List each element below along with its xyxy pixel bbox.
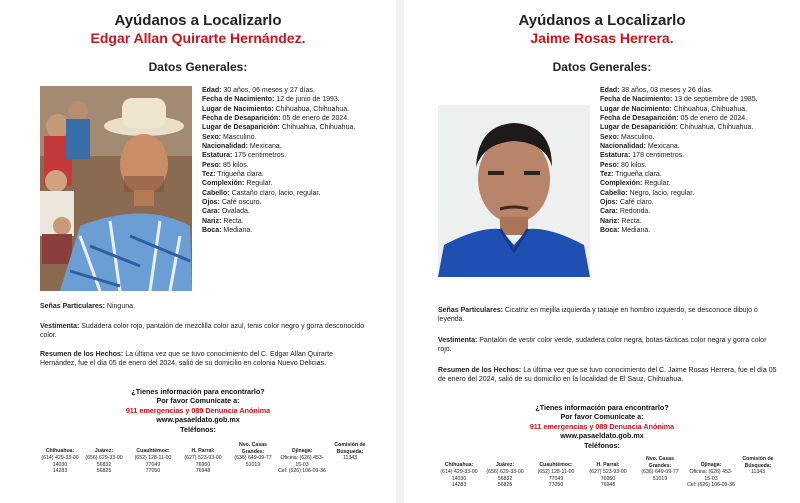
resumen-hechos: Resumen de los Hechos: La última vez que se tuvo conocimiento del C. Jaime Rosas Herrera, fue el día 05 de enero del 2024, salió de su domicilio en la localidad de El Sauz, Chihuahua.: [438, 367, 777, 383]
phones-col-chihuahua: Chihuahua: (614) 429-33-00 14030 14283: [41, 448, 79, 475]
field-lugar-desaparicion: Lugar de Desaparición: Chihuahua, Chihuahua.: [202, 124, 356, 132]
contact-block: [404, 403, 800, 450]
person-photo: [40, 86, 192, 291]
field-peso: Peso: 85 kilos.: [202, 161, 249, 169]
phones-col-comision: Comisión de Búsqueda: 11343: [334, 442, 366, 461]
field-estatura: Estatura: 178 centimetros.: [600, 152, 685, 160]
field-peso: Peso: 80 kilos.: [600, 161, 647, 169]
phones-col-juarez: Juárez: (656) 629-33-00 56832 56825: [486, 462, 524, 489]
phones-col-comision: Comisión de Búsqueda: 11343: [742, 456, 774, 475]
phones-col-casas-grandes: Nvo. Casas Grandes: (636) 649-09-77 51019: [234, 442, 272, 468]
phones-col-ojinaga: Ojinaga: Oficina: (626) 453- 15-03 Cel: (626) 106-09-36: [687, 462, 735, 489]
section-heading: Datos Generales:: [148, 60, 248, 74]
field-cara: Cara: Ovalada.: [202, 208, 250, 216]
field-cabello: Cabello: Negro, lacio, regular.: [600, 189, 695, 197]
phones-col-juarez: Juárez: (656) 629-33-00 56832 56825: [85, 448, 123, 475]
field-sexo: Sexo: Masculino.: [202, 133, 257, 141]
field-lugar-desaparicion: Lugar de Desaparición: Chihuahua, Chihuahua.: [600, 124, 754, 132]
field-fecha-desaparicion: Fecha de Desaparición: 05 de enero de 2024.: [202, 115, 350, 123]
contact-please: Por favor Comunícate a:: [156, 396, 240, 406]
field-edad: Edad: 38 años, 03 meses y 26 días.: [600, 87, 713, 94]
phones-col-parral: H. Parral: (627) 523-93-00 76950 76948: [589, 462, 627, 489]
senas-particulares: Señas Particulares: Cicatriz en mejilla izquierda y tatuaje en hombro izquierdo, se desconoce dibujo o leyenda.: [438, 307, 758, 323]
vestimenta: Vestimenta: Sudadera color rojo, pantalón de mezclilla color azul, tenis color negro y gorra desconocido color.: [40, 323, 365, 339]
contact-question: ¿Tienes información para encontrarlo?: [131, 387, 265, 396]
phones-col-cuauhtemoc: Cuauhtémoc: (652) 128-11-00 77049 77050: [537, 462, 575, 489]
poster-title: Ayúdanos a Localizarlo: [114, 12, 282, 29]
contact-block: [0, 387, 396, 434]
field-fecha-nacimiento: Fecha de Nacimiento: 13 de septiembre de 1985.: [600, 96, 758, 104]
person-photo: [438, 105, 590, 277]
field-nariz: Nariz: Recta.: [202, 217, 244, 225]
field-edad: Edad: 30 años, 06 meses y 27 días.: [202, 87, 315, 94]
emergency-numbers: 911 emergencias y 089 Denuncia Anónima: [529, 421, 675, 431]
field-complexion: Complexión: Regular.: [600, 180, 671, 188]
general-data-list: [202, 86, 392, 236]
person-name: Edgar Allan Quirarte Hernández.: [90, 30, 306, 46]
field-complexion: Complexión: Regular.: [202, 180, 273, 188]
contact-please: Por favor Comunícate a:: [560, 412, 644, 422]
field-lugar-nacimiento: Lugar de Nacimiento: Chihuahua, Chihuahua.: [600, 105, 748, 113]
phones-heading: Teléfonos:: [180, 424, 216, 434]
field-ojos: Ojos: Café claro.: [600, 199, 654, 207]
field-nariz: Nariz: Recta.: [600, 217, 642, 225]
field-nacionalidad: Nacionalidad: Mexicana.: [202, 143, 282, 151]
field-tez: Tez: Trigueña clara.: [600, 171, 662, 179]
field-sexo: Sexo: Masculino.: [600, 133, 655, 141]
phones-table: [438, 456, 778, 502]
field-lugar-nacimiento: Lugar de Nacimiento: Chihuahua, Chihuahua.: [202, 105, 350, 113]
field-boca: Boca: Mediana.: [202, 227, 253, 235]
website-link[interactable]: www.pasaeldato.gob.mx: [560, 431, 644, 441]
resumen-hechos: Resumen de los Hechos: La última vez que se tuvo conocimiento del C. Edgar Allan Quirarte Hernández, fue el día 05 de enero del 2024, salió de su domicilio en colonia Nuevo Delicias.: [40, 351, 333, 367]
field-nacionalidad: Nacionalidad: Mexicana.: [600, 143, 680, 151]
field-boca: Boca: Mediana.: [600, 227, 651, 235]
phones-col-chihuahua: Chihuahua: (614) 429-33-00 14030 14283: [440, 462, 478, 489]
phones-col-cuauhtemoc: Cuauhtémoc: (652) 128-11-00 77049 77050: [134, 448, 172, 475]
vestimenta: Vestimenta: Pantalón de vestir color verde, sudadera color negra, botas tácticas color negra y gorra color rojo.: [438, 337, 767, 353]
field-ojos: Ojos: Café oscuro.: [202, 199, 262, 207]
poster-title: Ayúdanos a Localizarlo: [518, 12, 686, 29]
section-heading: Datos Generales:: [552, 60, 652, 74]
missing-person-poster-right: [404, 0, 800, 503]
missing-person-poster-left: [0, 0, 396, 503]
contact-question: ¿Tienes información para encontrarlo?: [535, 403, 669, 412]
emergency-numbers: 911 emergencias y 089 Denuncia Anónima: [125, 405, 271, 415]
phones-col-parral: H. Parral: (627) 523-93-00 76950 76948: [184, 448, 222, 475]
poster-divider: [396, 0, 404, 503]
field-cabello: Cabello: Castaño claro, lacio, regular.: [202, 189, 321, 197]
field-fecha-desaparicion: Fecha de Desaparición: 05 de enero de 2024.: [600, 115, 748, 123]
phones-col-casas-grandes: Nvo. Casas Grandes: (636) 649-09-77 51019: [641, 456, 679, 482]
phones-col-ojinaga: Ojinaga: Oficina: (626) 453- 15-03 Cel: (626) 106-09-36: [278, 448, 326, 475]
field-cara: Cara: Redonda.: [600, 208, 651, 216]
person-name: Jaime Rosas Herrera.: [530, 30, 674, 46]
phones-table: [40, 442, 370, 498]
senas-particulares: Señas Particulares: Ninguna.: [40, 303, 135, 310]
field-fecha-nacimiento: Fecha de Nacimiento: 12 de junio de 1993.: [202, 96, 340, 104]
general-data-list: [600, 86, 794, 236]
website-link[interactable]: www.pasaeldato.gob.mx: [156, 415, 240, 425]
field-tez: Tez: Trigueña clara.: [202, 171, 264, 179]
phones-heading: Teléfonos:: [584, 440, 620, 450]
field-estatura: Estatura: 175 centimetros.: [202, 152, 287, 160]
